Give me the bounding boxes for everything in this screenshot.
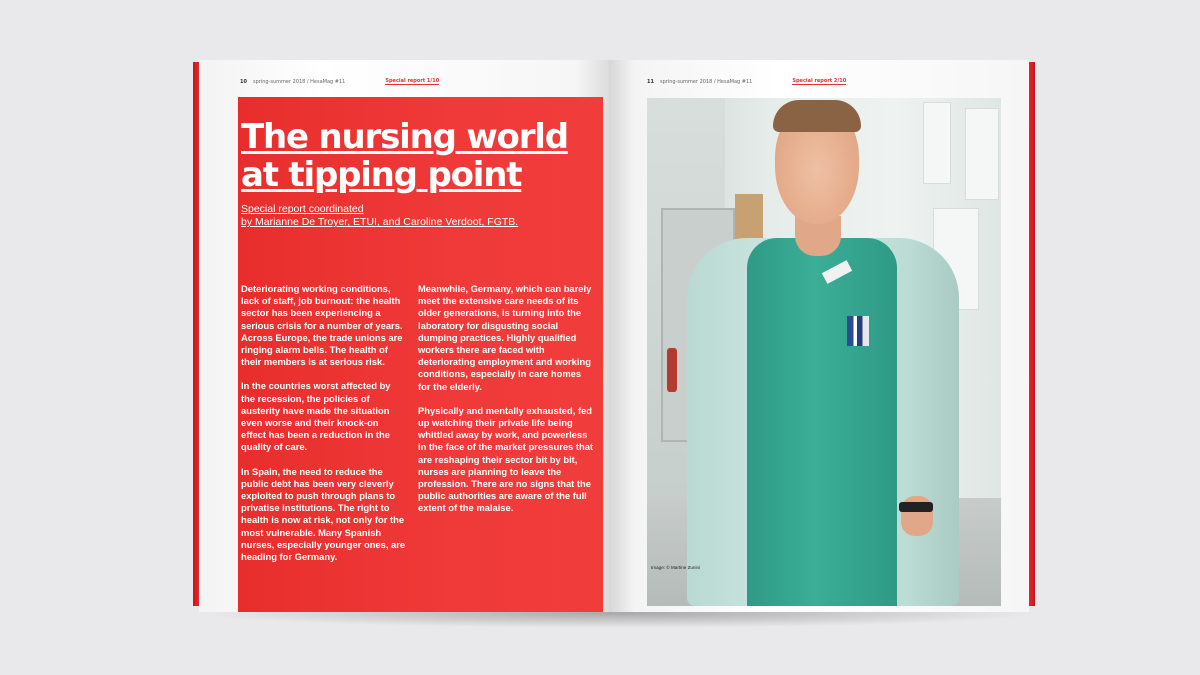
title-line-1: The nursing world: [241, 117, 568, 157]
photo-watch: [899, 502, 933, 512]
red-article-panel: [238, 97, 603, 612]
photo-notice: [965, 108, 999, 200]
right-section-tag: Special report 2/10: [792, 78, 847, 84]
paragraph: Physically and mentally exhausted, fed up watching their private life being whittled away by work, and powerless in the face of the market pressures that are reshaping their sector bit by bit, nurses are planning to leave the profession. There are no signs that the public authorities are aware of the full extent of the malaise.: [418, 404, 594, 514]
photo-credit: Image: © Martine Zunini: [651, 565, 701, 570]
left-section-tag: Special report 1/10: [385, 78, 440, 84]
right-running-head: [647, 78, 846, 85]
paragraph: In the countries worst affected by the recession, the policies of austerity have made the situation even worse and their knock-on effect has been a reduction in the quality of care.: [241, 380, 391, 453]
paragraph: In Spain, the need to reduce the public debt has been very cleverly exploited to push through plans to privatise institutions. The right to health is now at risk, not only for the most vulnerable. Many Spanish nurses, especially younger ones, are heading for Germany.: [241, 465, 406, 563]
article-column-2: [418, 283, 596, 527]
right-page: [609, 60, 1029, 612]
right-page-number: 11: [647, 78, 654, 85]
left-page: [199, 60, 609, 612]
left-issue-label: spring-summer 2018 / HesaMag #11: [252, 78, 346, 85]
left-running-head: [240, 78, 439, 85]
paragraph: Deteriorating working conditions, lack of staff, job burnout: the health sector has been experiencing a serious crisis for a number of years. Across Europe, the trade unions are ringing alarm bells. The health of their members is at serious risk.: [241, 283, 403, 368]
photo-notice: [923, 102, 951, 184]
photo-pocket-pens: [847, 316, 869, 346]
right-issue-label: spring-summer 2018 / HesaMag #11: [659, 78, 753, 85]
byline-line-2: by Marianne De Troyer, ETUI, and Caroline Verdoot, FGTB.: [241, 216, 519, 228]
photo-scrubs: [747, 238, 897, 606]
paragraph: Meanwhile, Germany, which can barely meet the extensive care needs of its older generations, is turning into the laboratory for disgusting social dumping practices. Highly qualified workers there are faced with deteriorating employment and working conditions, especially in care homes for the elderly.: [418, 283, 592, 392]
photo-hair: [773, 100, 861, 132]
left-page-number: 10: [240, 78, 247, 85]
right-page-edge: [1029, 62, 1035, 606]
title-line-2: at tipping point: [241, 155, 522, 195]
nurse-photo: [647, 98, 1001, 606]
open-magazine: [193, 60, 1035, 620]
photo-extinguisher: [667, 348, 677, 392]
article-title: [241, 118, 568, 194]
article-byline: [241, 203, 581, 229]
byline-line-1: Special report coordinated: [241, 203, 364, 215]
article-column-1: [241, 283, 406, 575]
